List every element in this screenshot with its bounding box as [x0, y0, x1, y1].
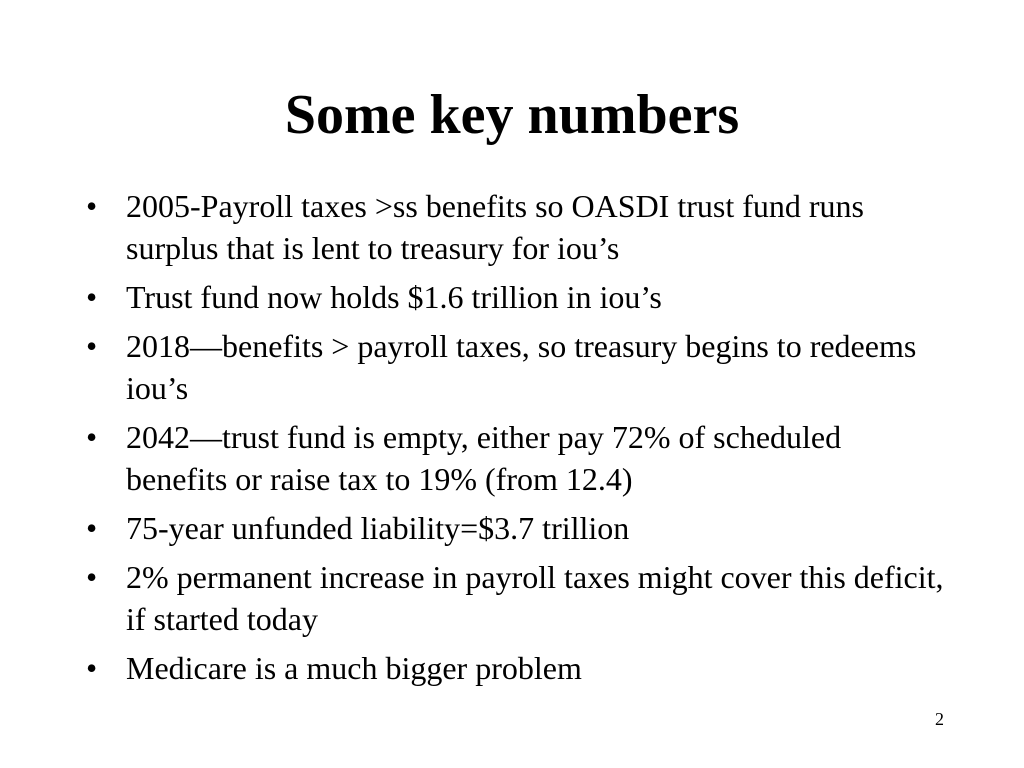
bullet-icon: • — [86, 328, 98, 364]
bullet-icon: • — [86, 188, 98, 224]
bullet-icon: • — [86, 650, 98, 686]
bullet-icon: • — [86, 559, 98, 595]
slide-title: Some key numbers — [284, 84, 740, 146]
bullet-icon: • — [86, 279, 98, 315]
bullet-item — [86, 185, 946, 269]
page-number: 2 — [935, 709, 944, 729]
bullet-text: 2042—trust fund is empty, either pay 72% of scheduled benefits or raise tax to 19% (from 12.4) — [126, 419, 842, 497]
bullet-text: 75-year unfunded liability=$3.7 trillion — [126, 510, 630, 546]
bullet-text: Trust fund now holds $1.6 trillion in iou’s — [126, 279, 662, 315]
bullet-item — [86, 507, 946, 549]
bullet-item — [86, 416, 946, 500]
bullet-item — [86, 556, 946, 640]
bullet-item — [86, 325, 946, 409]
bullet-icon: • — [86, 510, 98, 546]
bullet-text: 2% permanent increase in payroll taxes might cover this deficit, if started today — [126, 559, 944, 637]
bullet-text: 2005-Payroll taxes >ss benefits so OASDI trust fund runs surplus that is lent to treasury for iou’s — [126, 188, 864, 266]
bullet-icon: • — [86, 419, 98, 455]
bullet-list — [86, 185, 946, 696]
bullet-item — [86, 276, 946, 318]
bullet-item — [86, 647, 946, 689]
bullet-text: Medicare is a much bigger problem — [126, 650, 582, 686]
bullet-text: 2018—benefits > payroll taxes, so treasury begins to redeems iou’s — [126, 328, 917, 406]
